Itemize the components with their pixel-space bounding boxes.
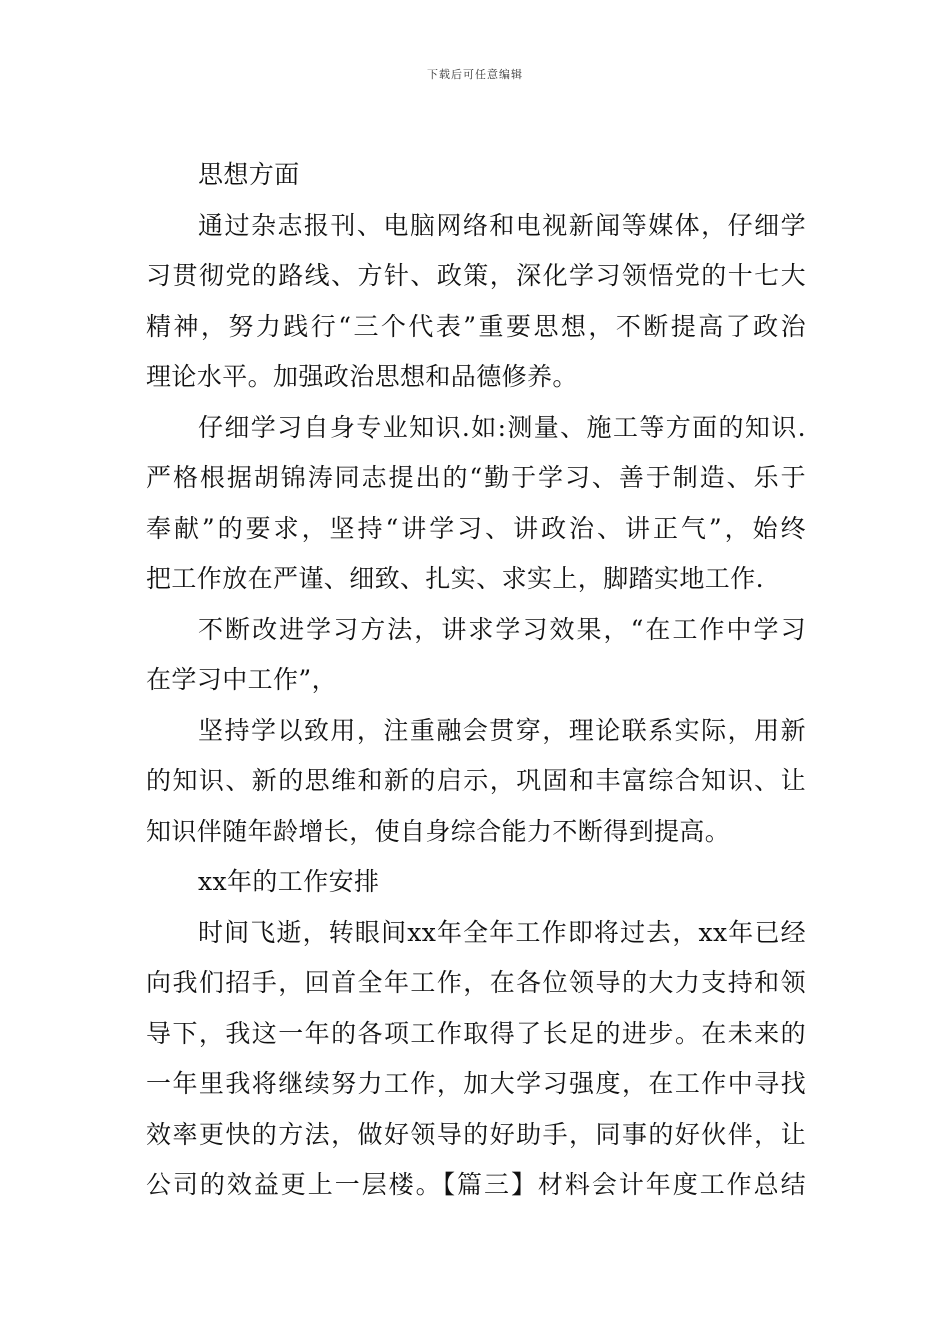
line-text: 严格根据胡锦涛同志提出的“勤于学习、善于制造、乐于 <box>146 463 806 492</box>
text-line <box>146 706 806 757</box>
document-body <box>146 150 806 1211</box>
text-line <box>146 807 806 858</box>
line-text: 时间飞逝，转眼间xx年全年工作即将过去，xx年已经 <box>198 917 806 947</box>
line-text: 把工作放在严谨、细致、扎实、求实上，脚踏实地工作. <box>146 564 764 593</box>
line-text: 效率更快的方法，做好领导的好助手，同事的好伙伴，让 <box>146 1119 806 1149</box>
line-text: 在学习中工作”， <box>146 665 337 694</box>
text-line <box>146 554 806 605</box>
text-line <box>146 453 806 504</box>
text-line <box>146 1059 806 1110</box>
text-line <box>146 150 806 201</box>
text-line <box>146 908 806 959</box>
line-text: 仔细学习自身专业知识.如:测量、施工等方面的知识. <box>198 412 806 442</box>
text-line <box>146 605 806 656</box>
text-line <box>146 302 806 353</box>
line-text: 思想方面 <box>198 160 300 189</box>
text-line <box>146 504 806 555</box>
line-text: 习贯彻党的路线、方针、政策，深化学习领悟党的十七大 <box>146 261 806 290</box>
header-note: 下载后可任意编辑 <box>427 68 523 81</box>
line-text: 导下，我这一年的各项工作取得了长足的进步。在未来的 <box>146 1018 806 1048</box>
text-line <box>146 857 806 908</box>
text-line <box>146 201 806 252</box>
text-line <box>146 958 806 1009</box>
text-line <box>146 655 806 706</box>
line-text: 理论水平。加强政治思想和品德修养。 <box>146 362 578 391</box>
text-line <box>146 352 806 403</box>
text-line <box>146 403 806 454</box>
line-text: 坚持学以致用，注重融会贯穿，理论联系实际，用新 <box>198 715 806 745</box>
text-line <box>146 1009 806 1060</box>
line-text: 通过杂志报刊、电脑网络和电视新闻等媒体，仔细学 <box>198 210 806 240</box>
text-line <box>146 756 806 807</box>
line-text: 向我们招手，回首全年工作，在各位领导的大力支持和领 <box>146 968 806 997</box>
line-text: 的知识、新的思维和新的启示，巩固和丰富综合知识、让 <box>146 766 806 795</box>
line-text: xx年的工作安排 <box>198 867 380 896</box>
text-line <box>146 251 806 302</box>
text-line <box>146 1160 806 1211</box>
text-line <box>146 1110 806 1161</box>
line-text: 奉献”的要求，坚持“讲学习、讲政治、讲正气”，始终 <box>146 513 806 543</box>
line-text: 一年里我将继续努力工作，加大学习强度，在工作中寻找 <box>146 1069 806 1098</box>
line-text: 知识伴随年龄增长，使自身综合能力不断得到提高。 <box>146 816 731 846</box>
line-text: 精神，努力践行“三个代表”重要思想，不断提高了政治 <box>146 311 806 341</box>
line-text: 公司的效益更上一层楼。【篇三】材料会计年度工作总结 <box>146 1170 806 1199</box>
line-text: 不断改进学习方法，讲求学习效果，“在工作中学习 <box>198 614 806 644</box>
